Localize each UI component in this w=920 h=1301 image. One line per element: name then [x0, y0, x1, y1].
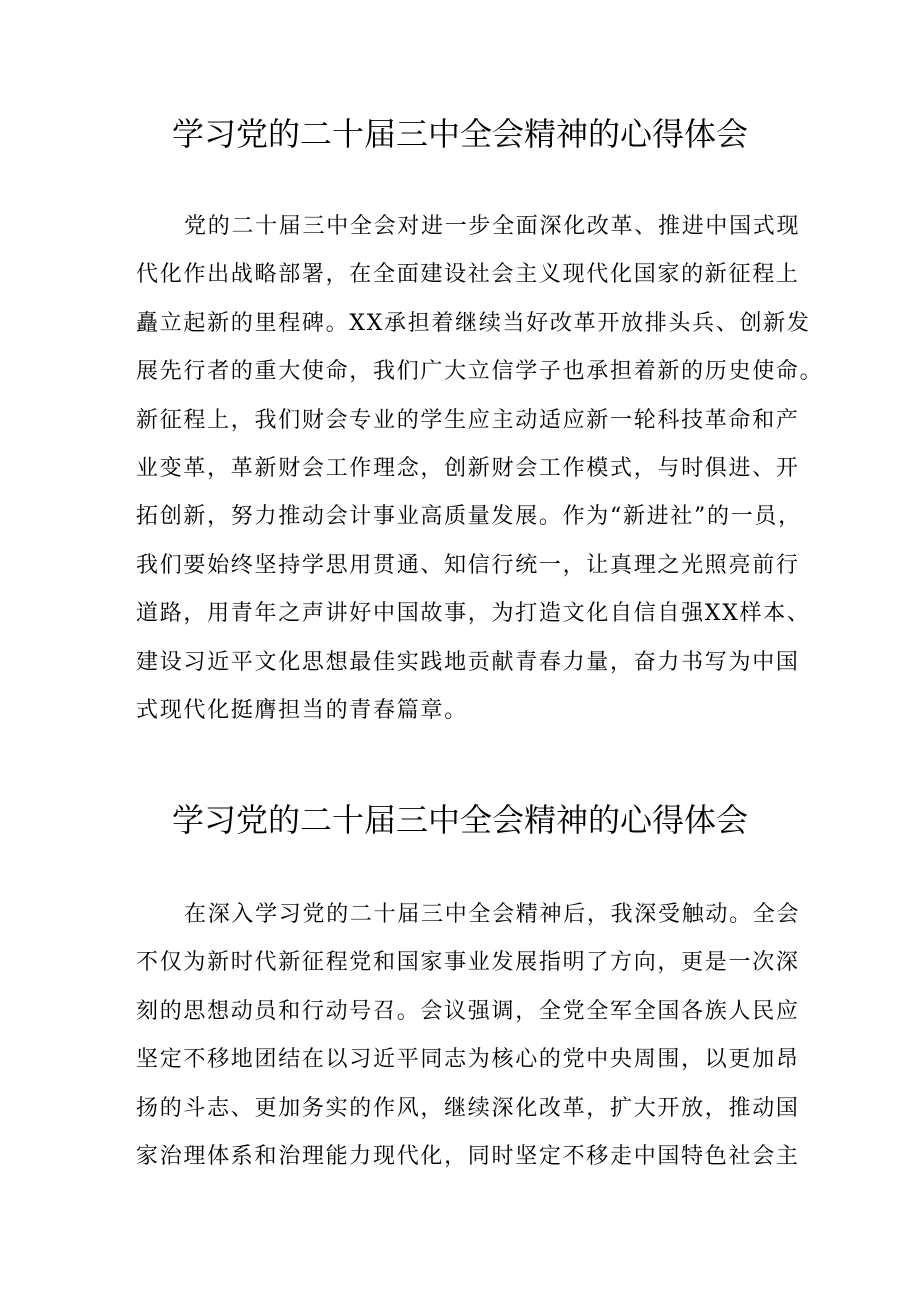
paragraph-line: 扬的斗志、更加务实的作风，继续深化改革，扩大开放，推动国 [136, 1095, 800, 1121]
paragraph-line: 展先行者的重大使命，我们广大立信学子也承担着新的历史使命。 [136, 359, 824, 385]
paragraph-line: 我们要始终坚持学思用贯通、知信行统一，让真理之光照亮前行 [136, 552, 800, 578]
section-2-title: 学习党的二十届三中全会精神的心得体会 [171, 801, 748, 839]
paragraph-line: 新征程上，我们财会专业的学生应主动适应新一轮科技革命和产 [136, 407, 800, 433]
paragraph-line: 刻的思想动员和行动号召。会议强调，全党全军全国各族人民应 [136, 998, 800, 1024]
paragraph-line: 家治理体系和治理能力现代化，同时坚定不移走中国特色社会主 [136, 1143, 800, 1169]
section-2-body [136, 895, 801, 1185]
paragraph-line: 式现代化挺膺担当的青春篇章。 [136, 697, 468, 723]
section-1-body [136, 207, 824, 739]
paragraph-line: 矗立起新的里程碑。XX承担着继续当好改革开放排头兵、创新发 [136, 310, 811, 336]
paragraph-line: 在深入学习党的二十届三中全会精神后，我深受触动。全会 [184, 902, 801, 927]
paragraph-line: 拓创新，努力推动会计事业高质量发展。作为“新进社”的一员， [136, 504, 802, 530]
paragraph-line: 不仅为新时代新征程党和国家事业发展指明了方向，更是一次深 [136, 950, 800, 976]
paragraph-line: 代化作出战略部署，在全面建设社会主义现代化国家的新征程上 [136, 262, 800, 288]
paragraph-line: 建设习近平文化思想最佳实践地贡献青春力量，奋力书写为中国 [136, 649, 800, 675]
paragraph-line: 党的二十届三中全会对进一步全面深化改革、推进中国式现 [184, 214, 801, 239]
section-1-title: 学习党的二十届三中全会精神的心得体会 [171, 115, 748, 153]
paragraph-line: 道路，用青年之声讲好中国故事，为打造文化自信自强XX样本、 [136, 601, 811, 627]
paragraph-line: 业变革，革新财会工作理念，创新财会工作模式，与时俱进、开 [136, 455, 800, 481]
paragraph-line: 坚定不移地团结在以习近平同志为核心的党中央周围，以更加昂 [136, 1047, 800, 1073]
